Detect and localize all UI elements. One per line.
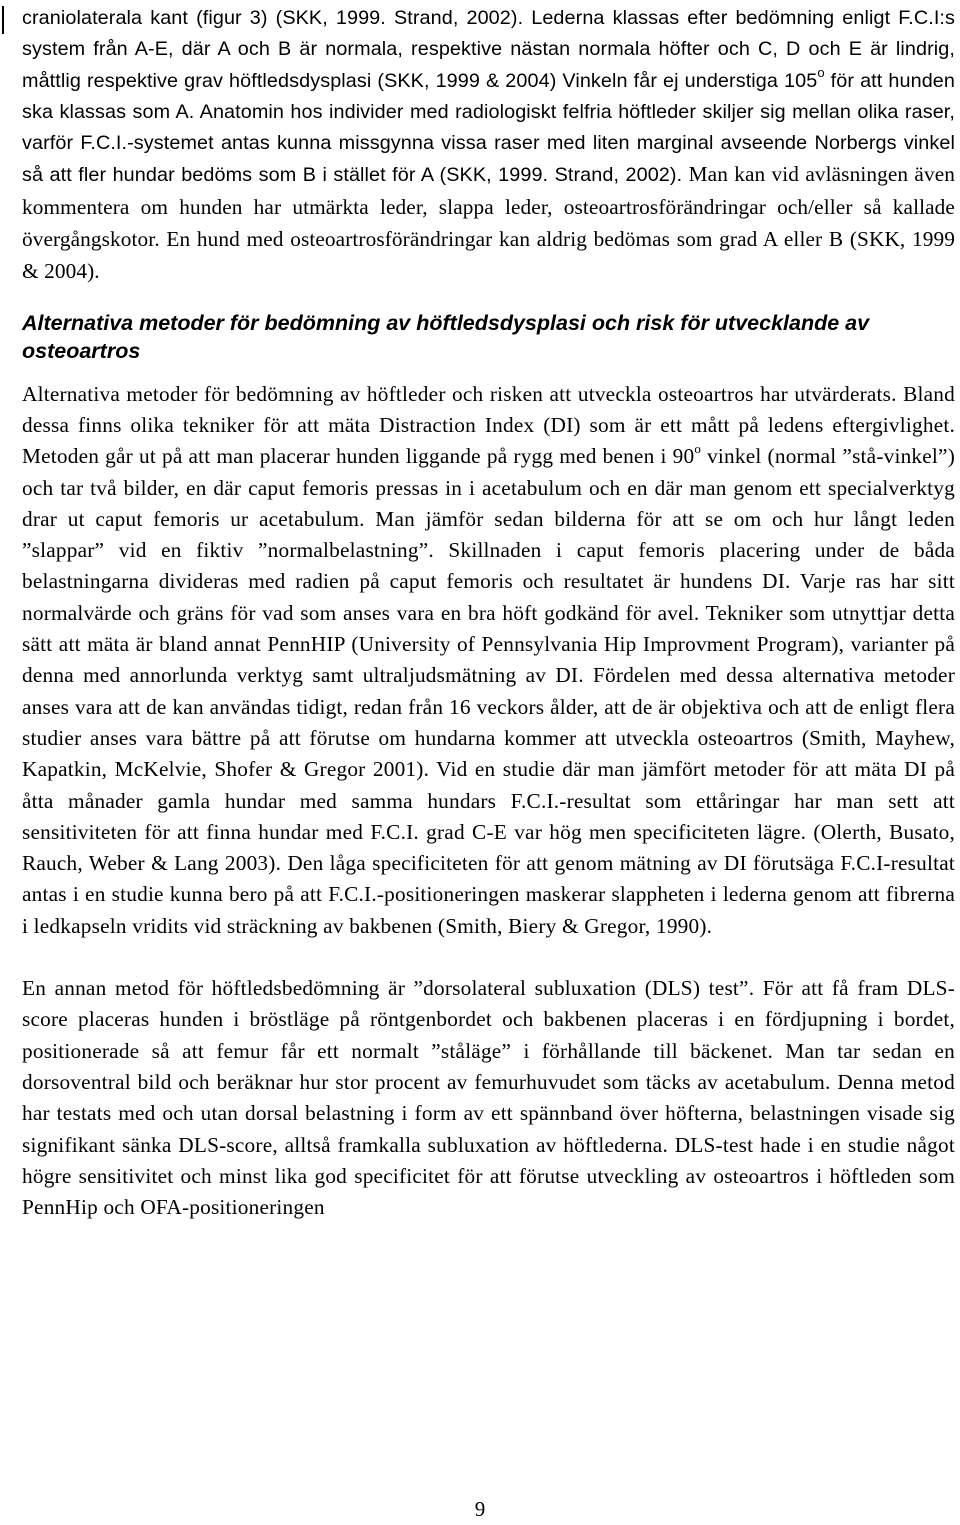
- intro-text-serif: Man kan vid avläsningen även kommentera om hunden har utmärkta leder, slappa leder, osteoartrosförändringar och/eller så kallade övergångskotor. En hund med osteoartrosförändringar kan aldrig bedömas som grad A eller B (SKK, 1999 & 2004).: [22, 162, 956, 284]
- distraction-index-paragraph: [22, 379, 955, 942]
- paragraph2-text-a: Alternativa metoder för bedömning av höftleder och risken att utveckla osteoartros har utvärderats. Bland dessa finns olika tekniker för att mäta Distraction Index (DI) som är ett mått på ledens eftergivlighet. Metoden går ut på att man placerar hunden liggande på rygg med benen i 90: [22, 381, 955, 469]
- dls-paragraph: En annan metod för höftledsbedömning är ”dorsolateral subluxation (DLS) test”. För att få fram DLS-score placeras hunden i bröstläge på röntgenbordet och bakbenen placeras i en fördjupning i bordet, positionerade så att femur får ett normalt ”ståläge” i förhållande till bäckenet. Man tar sedan en dorsoventral bild och beräknar hur stor procent av femurhuvudet som täcks av acetabulum. Denna metod har testats med och utan dorsal belastning i form av ett spännband över höfterna, belastningen visade sig signifikant sänka DLS-score, alltså framkalla subluxation av höftlederna. DLS-test hade i en studie något högre sensitivitet och minst lika god specificitet för att förutse utveckling av osteoartros i höftleden som PennHip och OFA-positioneringen: [22, 976, 955, 1220]
- paragraph-spacer: [22, 942, 955, 973]
- degree-superscript: o: [817, 65, 825, 80]
- section-heading: Alternativa metoder för bedömning av höftledsdysplasi och risk för utvecklande av osteoartros: [22, 310, 870, 363]
- document-page: [22, 3, 955, 1223]
- intro-text-tail: för att hunden ska klassas som A. Anatomin hos individer med radiologiskt felfria höftleder skiljer sig mellan olika raser, varför F.C.I.-systemet antas kunna missgynna vissa raser med liten marginal avseende Norbergs vinkel så att fler hundar bedöms som B i stället för A (SKK, 1999. Strand, 2002).: [22, 69, 955, 187]
- degree-superscript-2: o: [694, 441, 702, 457]
- paragraph2-text-b: vinkel (normal ”stå-vinkel”) och tar två bilder, en där caput femoris pressas in i acetabulum och en där man genom ett specialverktyg drar ut caput femoris ur acetabulum. Man jämför sedan bilderna för att se om och hur långt leden ”slappar” vid en fiktiv ”normalbelastning”. Skillnaden i caput femoris placering under de båda belastningarna divideras med radien på caput femoris och resultatet är hundens DI. Varje ras har sitt normalvärde och gräns för vad som anses vara en bra höft godkänd för avel. Tekniker som utnyttjar detta sätt att mäta är bland annat PennHIP (University of Pennsylvania Hip Improvment Program), varianter på denna med annorlunda verktyg samt ultraljudsmätning av DI. Fördelen med dessa alternativa metoder anses vara att de kan användas tidigt, redan från 16 veckors ålder, att de är objektiva och att de enligt flera studier anses vara bättre på att förutse om hundarna kommer att utveckla osteoartros (Smith, Mayhew, Kapatkin, McKelvie, Shofer & Gregor 2001). Vid en studie där man jämfört metoder för att mäta DI på åtta månader gamla hundar med samma hundars F.C.I.-resultat som ettåringar har man sett att sensitiviteten för att finna hundar med F.C.I. grad C-E var hög men specificiteten lägre. (Olerth, Busato, Rauch, Weber & Lang 2003). Den låga specificiteten för att genom mätning av DI förutsäga F.C.I-resultat antas i en studie kunna bero på att F.C.I.-positioneringen maskerar slappheten i lederna genom att fibrerna i ledkapseln vridits vid sträckning av bakbenen (Smith, Biery & Gregor, 1990).: [22, 444, 955, 938]
- intro-paragraph: [22, 3, 955, 289]
- margin-bar: [2, 6, 4, 34]
- intro-text-lead: craniolaterala kant (figur 3) (SKK, 1999. Strand, 2002). Lederna klassas efter bedömning enligt F.C.I:s system från A-E, där A och B är normala, respektive nästan normala höfter och C, D och E är lindrig, måttlig respektive grav höftledsdysplasi (SKK, 1999 & 2004) Vinkeln får ej understiga 105: [22, 7, 955, 92]
- page-number: 9: [474, 1497, 486, 1521]
